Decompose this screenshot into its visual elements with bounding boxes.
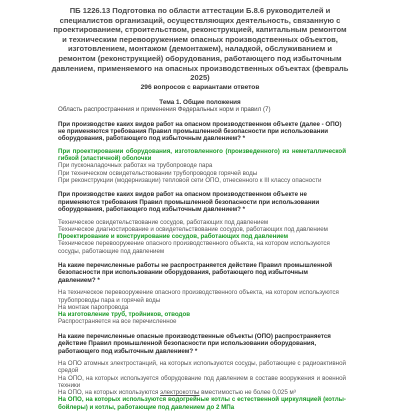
document-title: ПБ 1226.13 Подготовка по области аттестации Б.8.6 руководителей и специалистов организаций, осуществляющих деятельность, связанную с проектированием, строительством, реконструкцией, капитальным ремонтом и техническим перевооружением опасных производственных объектов, изготовлением, монтажом (демонтажем), наладкой, обслуживанием и ремонтом (реконструкцией) оборудования, работающего под избыточным давлением, применяемого на опасных производственных объектах (февраль 2025)	[51, 6, 349, 83]
answer-1-2: При пусконаладочных работах на трубопроводе пара	[58, 162, 213, 170]
document-subtitle: 296 вопросов с вариантами ответов	[140, 83, 260, 91]
answer-1-3: При техническом освидетельствовании трубопроводов горячей воды	[58, 169, 258, 177]
answer-4-4: На ОПО, на которых используются водогрейные котлы с естественной циркуляцией (котлы-бойлеры) и котлы, работающие под давлением до 2 МПа	[58, 396, 346, 411]
answers-2	[58, 219, 346, 255]
question-4: На какие перечисленные опасные производственные объекты (ОПО) распространяется действие Правил промышленной безопасности при использовании оборудования, работающего под избыточным давлением? *	[58, 332, 331, 355]
answer-3-3: На изготовление труб, тройников, отводов	[58, 311, 191, 319]
question-2: При производстве каких видов работ на опасном производственном объекте не применяются требования Правил промышленной безопасности при использовании оборудования, работающего под избыточным давлением? *	[58, 191, 320, 214]
answer-4-1: На ОПО атомных электростанций, на которых используются сосуды, работающие с радиоактивной средой	[58, 359, 346, 375]
underlined-term: электрокотлы	[160, 389, 200, 397]
answer-4-2: На ОПО, на которых используется оборудование под давлением в составе вооружения и военной техники	[58, 374, 346, 389]
section-title: Тема 1. Общие положения	[159, 98, 241, 106]
answer-4-3: На ОПО, на которых используются электрокотлы вместимостью не более 0,025 м³	[58, 389, 296, 397]
answers-1	[58, 148, 346, 184]
answer-2-2: Техническое диагностирование и освидетельствование сосудов, работающих под давлением	[58, 225, 328, 233]
answer-2-1: Техническое освидетельствование сосудов, работающих под давлением	[58, 218, 269, 226]
answer-1-1: При проектировании оборудования, изготовленного (произведенного) из неметаллической гибкой (эластичной) оболочки	[58, 147, 346, 163]
question-1: При производстве каких видов работ на опасном производственном объекте (далее - ОПО) не применяются требования Правил промышленной безопасности при использовании оборудования, работающего под избыточным давлением? *	[58, 120, 342, 143]
answer-3-1: На техническое перевооружение опасного производственного объекта, на котором используются трубопроводы пара и горячей воды	[58, 289, 339, 304]
answer-3-2: На монтаж паропровода	[58, 303, 129, 311]
section-subtitle: Область распространения и применения Федеральных норм и правил (7)	[58, 106, 271, 114]
answer-1-4: При реконструкции (модернизации) тепловой сети ОПО, отнесенного к III классу опасности	[58, 177, 322, 185]
answers-4	[58, 360, 346, 411]
answer-2-3: Проектирование и конструирование сосудов, работающих под давлением	[58, 233, 289, 241]
answers-3	[58, 289, 346, 325]
question-3: На какие перечисленные работы не распространяется действие Правил промышленной безопасности при использовании оборудования, работающего под избыточным давлением? *	[58, 262, 333, 284]
answer-3-4: Распространяется на все перечисленное	[58, 318, 177, 326]
document-page	[48, 0, 352, 411]
answer-2-4: Техническое перевооружение опасного производственного объекта, на котором используются сосуды, работающие под давлением	[58, 240, 330, 255]
